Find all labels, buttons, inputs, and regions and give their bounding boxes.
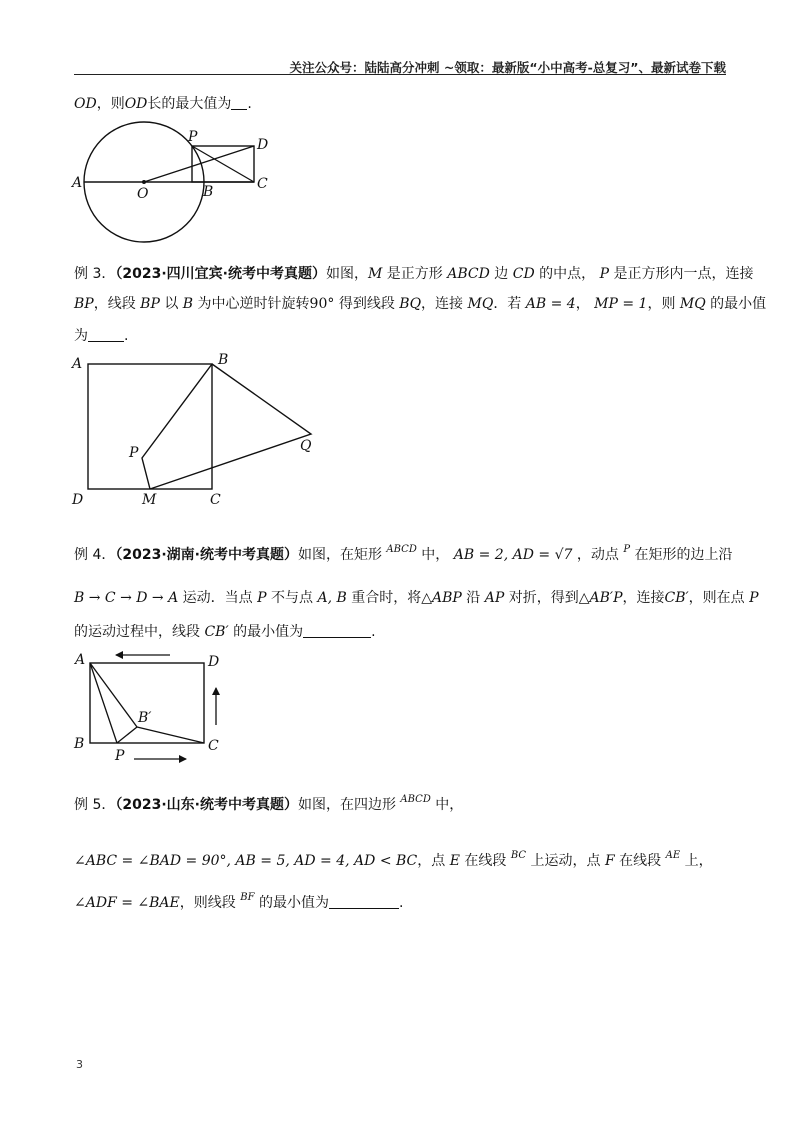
text: 如图， [325,266,368,282]
label-a: A [75,652,86,668]
text: ，动点 [572,547,624,563]
math: P [599,266,609,282]
text: ，则 [647,296,680,312]
text: 中， [430,797,464,813]
math: AB = 4 [525,296,576,312]
math: B [182,296,194,312]
text: ，则线段 [179,895,241,911]
text: . [247,96,252,112]
label-b: B [218,352,229,368]
math: A, B [317,590,347,606]
text: 在线段 [459,853,511,869]
label-q: Q [300,438,312,454]
label-p: P [115,748,125,764]
math: E [449,853,460,869]
example-source: （2023·山东·统考中考真题） [115,797,298,813]
label-p: P [188,129,198,145]
segment-ap [90,663,117,743]
math: ∠ABC = ∠BAD = 90°, AB = 5, AD = 4, AD < BC [74,853,418,869]
label-b-prime: B′ [138,710,152,726]
text: 如图，在矩形 [297,547,387,563]
math: F [604,853,615,869]
text: ，则 [96,96,125,112]
math: P [749,590,759,606]
text: ，连接 [622,590,665,606]
label-c: C [210,492,221,508]
text: 运动．当点 [178,590,258,606]
text: 的中点， [534,266,600,282]
text: 沿 [461,590,485,606]
example-number: 例 3． [74,266,116,282]
example-number: 例 4． [74,547,116,563]
ex5-line-2 [74,846,713,871]
text: ，点 [417,853,450,869]
math: MQ [679,296,706,312]
math: BC [510,850,527,861]
math: BP [140,296,160,312]
label-a: A [72,175,83,191]
math: CD [512,266,535,282]
segment-ab-prime [90,663,137,727]
math: CB′ [664,590,689,606]
math: AB = 2, AD = √7 [453,547,573,563]
math: ABCD [447,266,490,282]
math: P [257,590,267,606]
answer-blank [329,894,399,909]
text: 的运动过程中，线段 [74,624,205,640]
math: BQ [399,296,422,312]
math: AP [484,590,505,606]
math: MP = 1 [594,296,648,312]
text: 边 [489,266,513,282]
text: 的最小值 [705,296,767,312]
math: 90° [309,296,335,312]
math: ∠ADF = ∠BAE [74,895,180,911]
label-b: B [74,736,85,752]
label-c: C [257,176,268,192]
text: . [398,895,404,911]
ex5-line-1 [74,790,463,815]
text: . [124,328,129,344]
math: ABCD [400,794,431,805]
label-b: B [203,184,214,200]
math: M [367,266,383,282]
text: 对折，得到 [504,590,579,606]
math: BF [240,892,255,903]
text: ．若 [493,296,526,312]
example-number: 例 5． [74,797,116,813]
text: 得到线段 [334,296,400,312]
example-source: （2023·四川宜宾·统考中考真题） [115,266,326,282]
label-o: O [137,186,149,202]
label-d: D [208,654,220,670]
text: 为 [74,328,88,344]
text: ， [575,296,595,312]
math: △AB′P [578,590,623,606]
label-c: C [208,738,219,754]
segment-p-b-prime [117,727,137,743]
page-number: 3 [76,1058,83,1071]
text: ，则在点 [688,590,750,606]
label-d: D [72,492,84,508]
math: P [623,544,631,555]
label-p: P [129,445,139,461]
text: 的最小值为 [228,624,304,640]
math-od: OD [74,96,97,112]
text: 上， [680,853,713,869]
text: 是正方形内一点，连接 [609,266,754,282]
label-a: A [72,356,83,372]
text: 如图，在四边形 [297,797,401,813]
math: MQ [467,296,494,312]
label-d: D [257,137,269,153]
math: ABCD [386,544,417,555]
math: CB′ [204,624,229,640]
text: 重合时，将 [346,590,422,606]
text: 的最小值为 [254,895,329,911]
text: 以 [159,296,183,312]
rectangle-abcd [90,663,204,743]
text: 中， [416,547,454,563]
text: 不与点 [266,590,318,606]
text: 上运动，点 [526,853,605,869]
example-source: （2023·湖南·统考中考真题） [115,547,298,563]
text: 为中心逆时针旋转 [193,296,310,312]
math: BP [74,296,94,312]
text: 长的最大值为 [147,96,232,112]
math-od: OD [124,96,148,112]
page-header: 关注公众号：陆陆高分冲刺 ~领取：最新版“小中高考-总复习”、最新试卷下载 [289,60,726,75]
math: B → C → D → A [74,590,179,606]
text: . [371,624,376,640]
label-m: M [142,492,157,508]
segment-c-b-prime [137,727,204,743]
text: 在线段 [614,853,666,869]
math: AE [665,850,681,861]
math: △ABP [421,590,462,606]
text: 是正方形 [382,266,448,282]
text: ，线段 [93,296,141,312]
ex5-line-3 [74,888,403,913]
text: 在矩形的边上沿 [630,547,733,563]
text: ，连接 [421,296,468,312]
